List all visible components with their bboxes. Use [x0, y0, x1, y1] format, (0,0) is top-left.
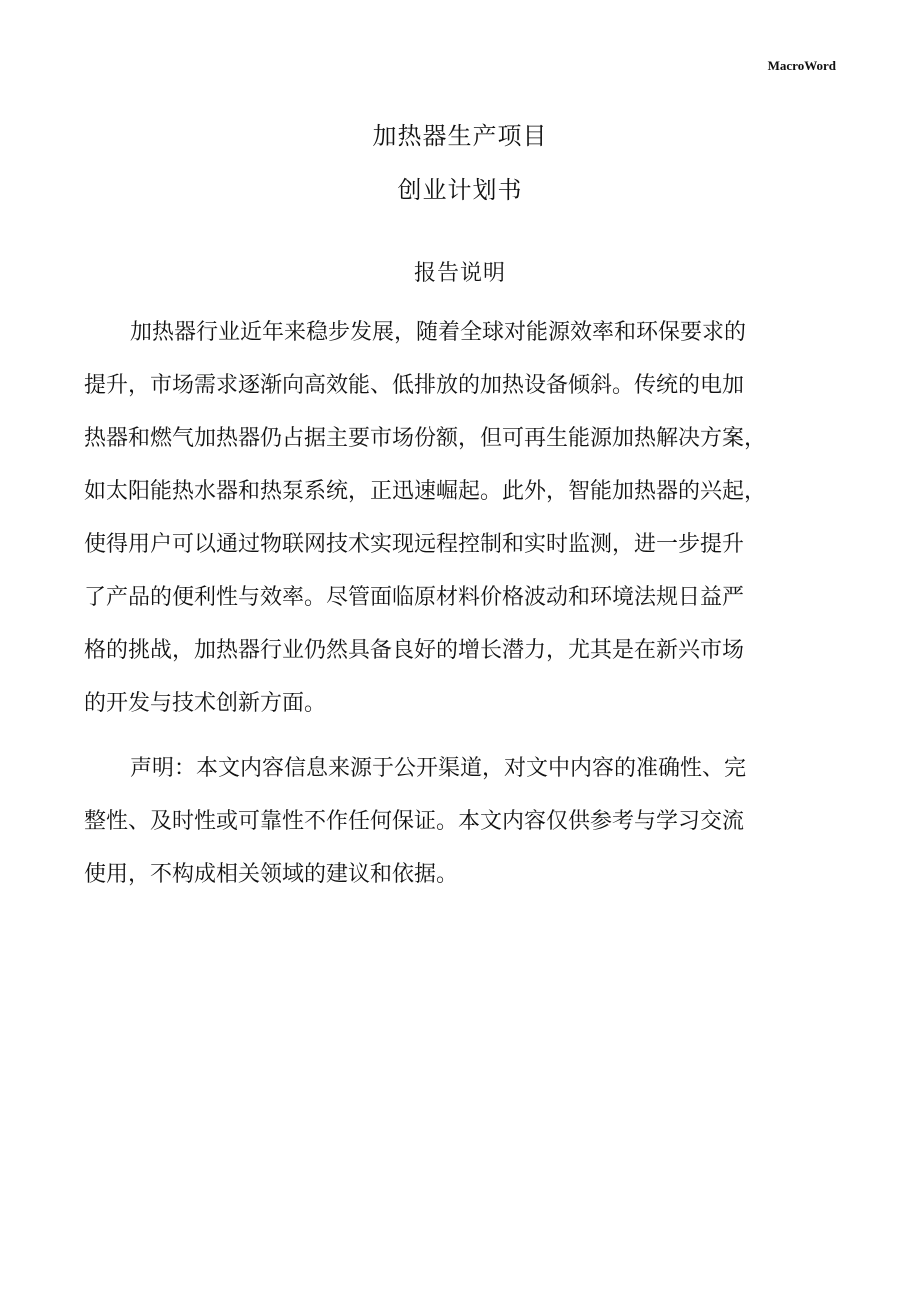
paragraph-line: 加热器行业近年来稳步发展，随着全球对能源效率和环保要求的	[130, 320, 747, 345]
paragraph-line: 使用，不构成相关领域的建议和依据。	[84, 862, 459, 887]
paragraph-line: 整性、及时性或可靠性不作任何保证。本文内容仅供参考与学习交流	[84, 809, 745, 834]
paragraph-line: 热器和燃气加热器仍占据主要市场份额，但可再生能源加热解决方案，	[84, 426, 767, 451]
paragraph-line: 使得用户可以通过物联网技术实现远程控制和实时监测，进一步提升	[84, 532, 745, 557]
paragraph-disclaimer	[84, 742, 829, 901]
title-line-1: 加热器生产项目	[372, 122, 548, 150]
header-brand: MacroWord	[767, 58, 836, 73]
paragraph-line: 提升，市场需求逐渐向高效能、低排放的加热设备倾斜。传统的电加	[84, 373, 745, 398]
paragraph-line: 声明：本文内容信息来源于公开渠道，对文中内容的准确性、完	[130, 756, 747, 781]
document-title	[0, 120, 920, 202]
paragraph-line: 如太阳能热水器和热泵系统，正迅速崛起。此外，智能加热器的兴起，	[84, 479, 767, 504]
paragraph-line: 了产品的便利性与效率。尽管面临原材料价格波动和环境法规日益严	[84, 585, 745, 610]
paragraph-line: 的开发与技术创新方面。	[84, 691, 327, 716]
section-heading: 报告说明	[413, 261, 506, 286]
paragraph-report-description	[84, 306, 829, 730]
paragraph-line: 格的挑战，加热器行业仍然具备良好的增长潜力，尤其是在新兴市场	[84, 638, 745, 663]
title-line-2: 创业计划书	[397, 176, 523, 204]
